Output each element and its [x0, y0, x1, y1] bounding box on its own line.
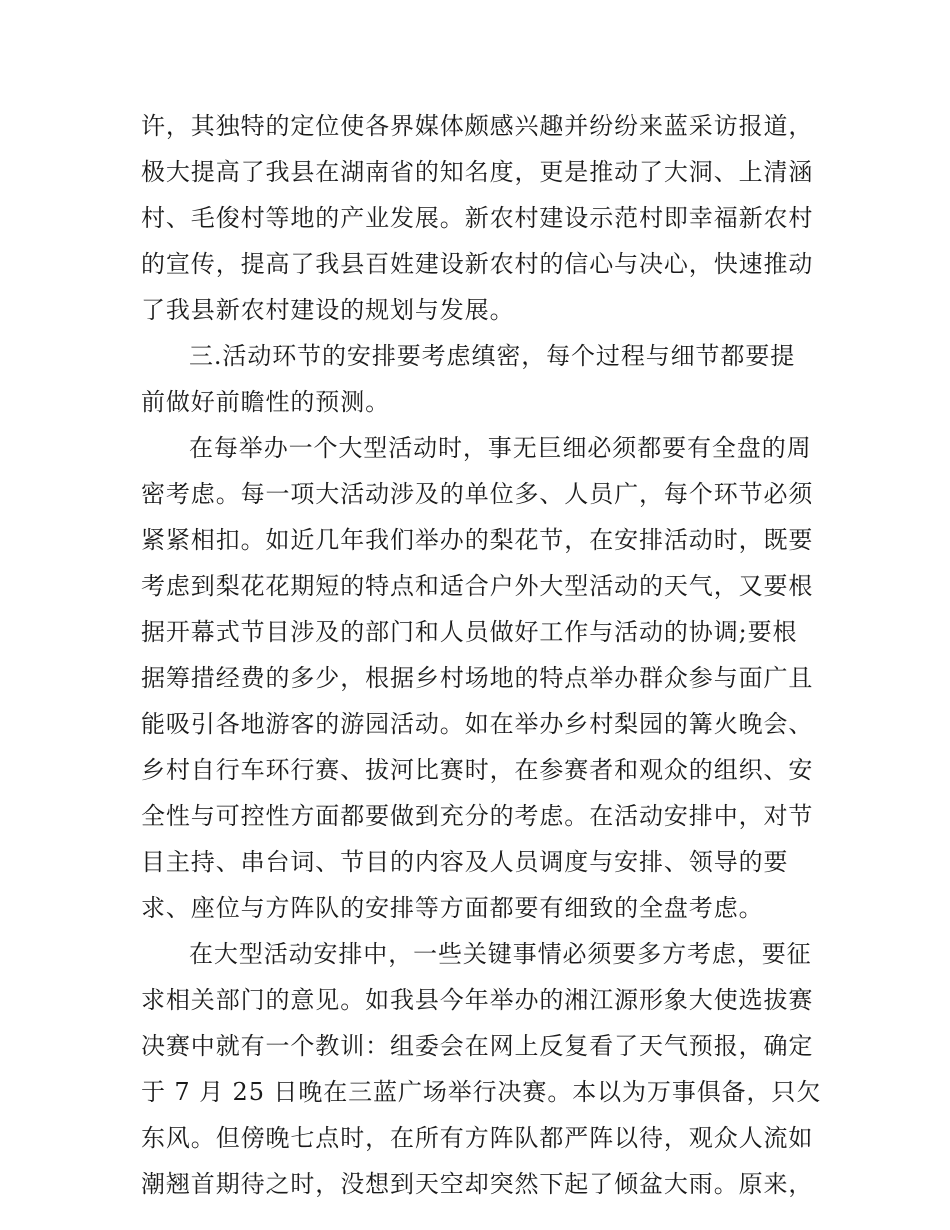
- text-line-22: 于 7 月 25 日晚在三蓝广场举行决赛。本以为万事俱备，只欠: [141, 1078, 822, 1106]
- text-line-14: 能吸引各地游客的游园活动。如在举办乡村梨园的篝火晚会、: [141, 710, 814, 738]
- text-line-9: 密考虑。每一项大活动涉及的单位多、人员广，每个环节必须: [141, 480, 814, 508]
- text-line-21: 决赛中就有一个教训：组委会在网上反复看了天气预报，确定: [141, 1032, 814, 1060]
- text-line-17: 目主持、串台词、节目的内容及人员调度与安排、领导的要: [141, 848, 789, 876]
- text-line-4: 的宣传，提高了我县百姓建设新农村的信心与决心，快速推动: [141, 250, 814, 278]
- text-line-23: 东风。但傍晚七点时，在所有方阵队都严阵以待，观众人流如: [141, 1124, 814, 1152]
- section-heading-3: 三.活动环节的安排要考虑缜密，每个过程与细节都要提: [189, 342, 796, 370]
- text-line-18: 求、座位与方阵队的安排等方面都要有细致的全盘考虑。: [141, 894, 764, 922]
- text-line-15: 乡村自行车环行赛、拔河比赛时，在参赛者和观众的组织、安: [141, 756, 814, 784]
- text-line-7: 前做好前瞻性的预测。: [141, 388, 390, 416]
- paragraph-start: 在每举办一个大型活动时，事无巨细必须都要有全盘的周: [189, 434, 812, 462]
- document-page: [141, 103, 822, 1207]
- text-line-11: 考虑到梨花花期短的特点和适合户外大型活动的天气，又要根: [141, 572, 814, 600]
- text-line-10: 紧紧相扣。如近几年我们举办的梨花节，在安排活动时，既要: [141, 526, 814, 554]
- text-line-3: 村、毛俊村等地的产业发展。新农村建设示范村即幸福新农村: [141, 204, 814, 232]
- paragraph-start: 在大型活动安排中，一些关键事情必须要多方考虑，要征: [189, 940, 812, 968]
- text-line-20: 求相关部门的意见。如我县今年举办的湘江源形象大使选拔赛: [141, 986, 814, 1014]
- text-line-24: 潮翘首期待之时，没想到天空却突然下起了倾盆大雨。原来，: [141, 1170, 814, 1198]
- text-line-16: 全性与可控性方面都要做到充分的考虑。在活动安排中，对节: [141, 802, 814, 830]
- text-line-5: 了我县新农村建设的规划与发展。: [141, 296, 515, 324]
- text-line-2: 极大提高了我县在湖南省的知名度，更是推动了大洞、上清涵: [141, 158, 814, 186]
- text-line-1: 许，其独特的定位使各界媒体颇感兴趣并纷纷来蓝采访报道，: [141, 112, 814, 140]
- text-line-12: 据开幕式节目涉及的部门和人员做好工作与活动的协调;要根: [141, 618, 798, 646]
- text-line-13: 据筹措经费的多少，根据乡村场地的特点举办群众参与面广且: [141, 664, 814, 692]
